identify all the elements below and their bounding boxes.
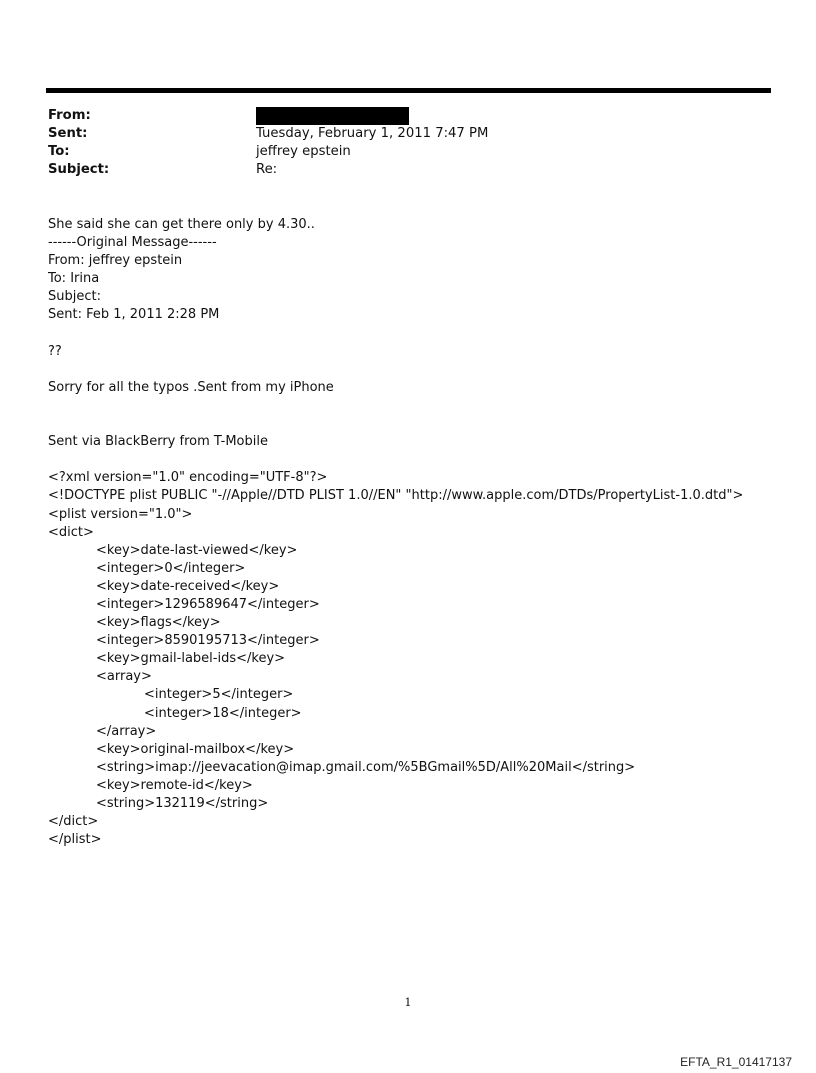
header-rule <box>46 88 771 93</box>
original-subject: Subject: <box>48 289 101 305</box>
to-row <box>48 143 748 161</box>
email-body <box>48 216 788 849</box>
plist-line: <integer>5</integer> <box>144 687 294 703</box>
plist-line: <key>original-mailbox</key> <box>96 741 295 757</box>
spacer <box>48 397 788 415</box>
subject-value: Re: <box>256 162 278 177</box>
plist-line: <string>imap://jeevacation@imap.gmail.com/%5BGmail%5D/All%20Mail</string> <box>96 759 636 775</box>
document-id: EFTA_R1_01417137 <box>680 1055 792 1069</box>
plist-close: </plist> <box>48 832 102 848</box>
email-header <box>48 107 748 179</box>
sent-value: Tuesday, February 1, 2011 7:47 PM <box>256 126 489 141</box>
plist-line: <integer>18</integer> <box>144 705 302 721</box>
subject-label: Subject: <box>48 162 110 177</box>
from-label: From: <box>48 108 91 123</box>
redaction-block <box>256 107 409 125</box>
plist-line: <key>date-last-viewed</key> <box>96 542 298 558</box>
plist-open: <plist version="1.0"> <box>48 506 193 522</box>
iphone-signature: Sorry for all the typos .Sent from my iPhone <box>48 379 334 395</box>
plist-line: <integer>1296589647</integer> <box>96 596 320 612</box>
subject-row <box>48 161 748 179</box>
dict-close: </dict> <box>48 814 99 830</box>
sent-label: Sent: <box>48 126 88 141</box>
question-text: ?? <box>48 343 62 359</box>
to-value: jeffrey epstein <box>256 144 351 159</box>
original-sent: Sent: Feb 1, 2011 2:28 PM <box>48 307 220 323</box>
plist-line: <array> <box>96 669 152 685</box>
from-row <box>48 107 748 125</box>
spacer <box>48 325 788 343</box>
spacer <box>48 415 788 433</box>
from-value <box>256 107 748 125</box>
plist-line: <integer>8590195713</integer> <box>96 633 320 649</box>
blackberry-signature: Sent via BlackBerry from T-Mobile <box>48 434 268 450</box>
plist-line: <key>date-received</key> <box>96 578 280 594</box>
plist-line: <key>remote-id</key> <box>96 777 253 793</box>
spacer <box>48 361 788 379</box>
dict-open: <dict> <box>48 524 94 540</box>
plist-line: <integer>0</integer> <box>96 560 246 576</box>
plist-line: </array> <box>96 723 157 739</box>
page-number: 1 <box>404 996 412 1009</box>
plist-line: <string>132119</string> <box>96 796 269 811</box>
original-from: From: jeffrey epstein <box>48 253 183 269</box>
plist-line: <key>gmail-label-ids</key> <box>96 651 286 667</box>
to-label: To: <box>48 144 70 159</box>
original-message-divider: ------Original Message------ <box>48 235 217 251</box>
reply-text: She said she can get there only by 4.30.. <box>48 217 315 232</box>
spacer <box>48 451 788 469</box>
plist-xml-declaration: <?xml version="1.0" encoding="UTF-8"?> <box>48 470 328 486</box>
plist-doctype: <!DOCTYPE plist PUBLIC "-//Apple//DTD PLIST 1.0//EN" "http://www.apple.com/DTDs/PropertyList-1.0.dtd"> <box>48 488 744 504</box>
original-to: To: Irina <box>48 271 100 287</box>
sent-row <box>48 125 748 143</box>
plist-line: <key>flags</key> <box>96 615 221 631</box>
